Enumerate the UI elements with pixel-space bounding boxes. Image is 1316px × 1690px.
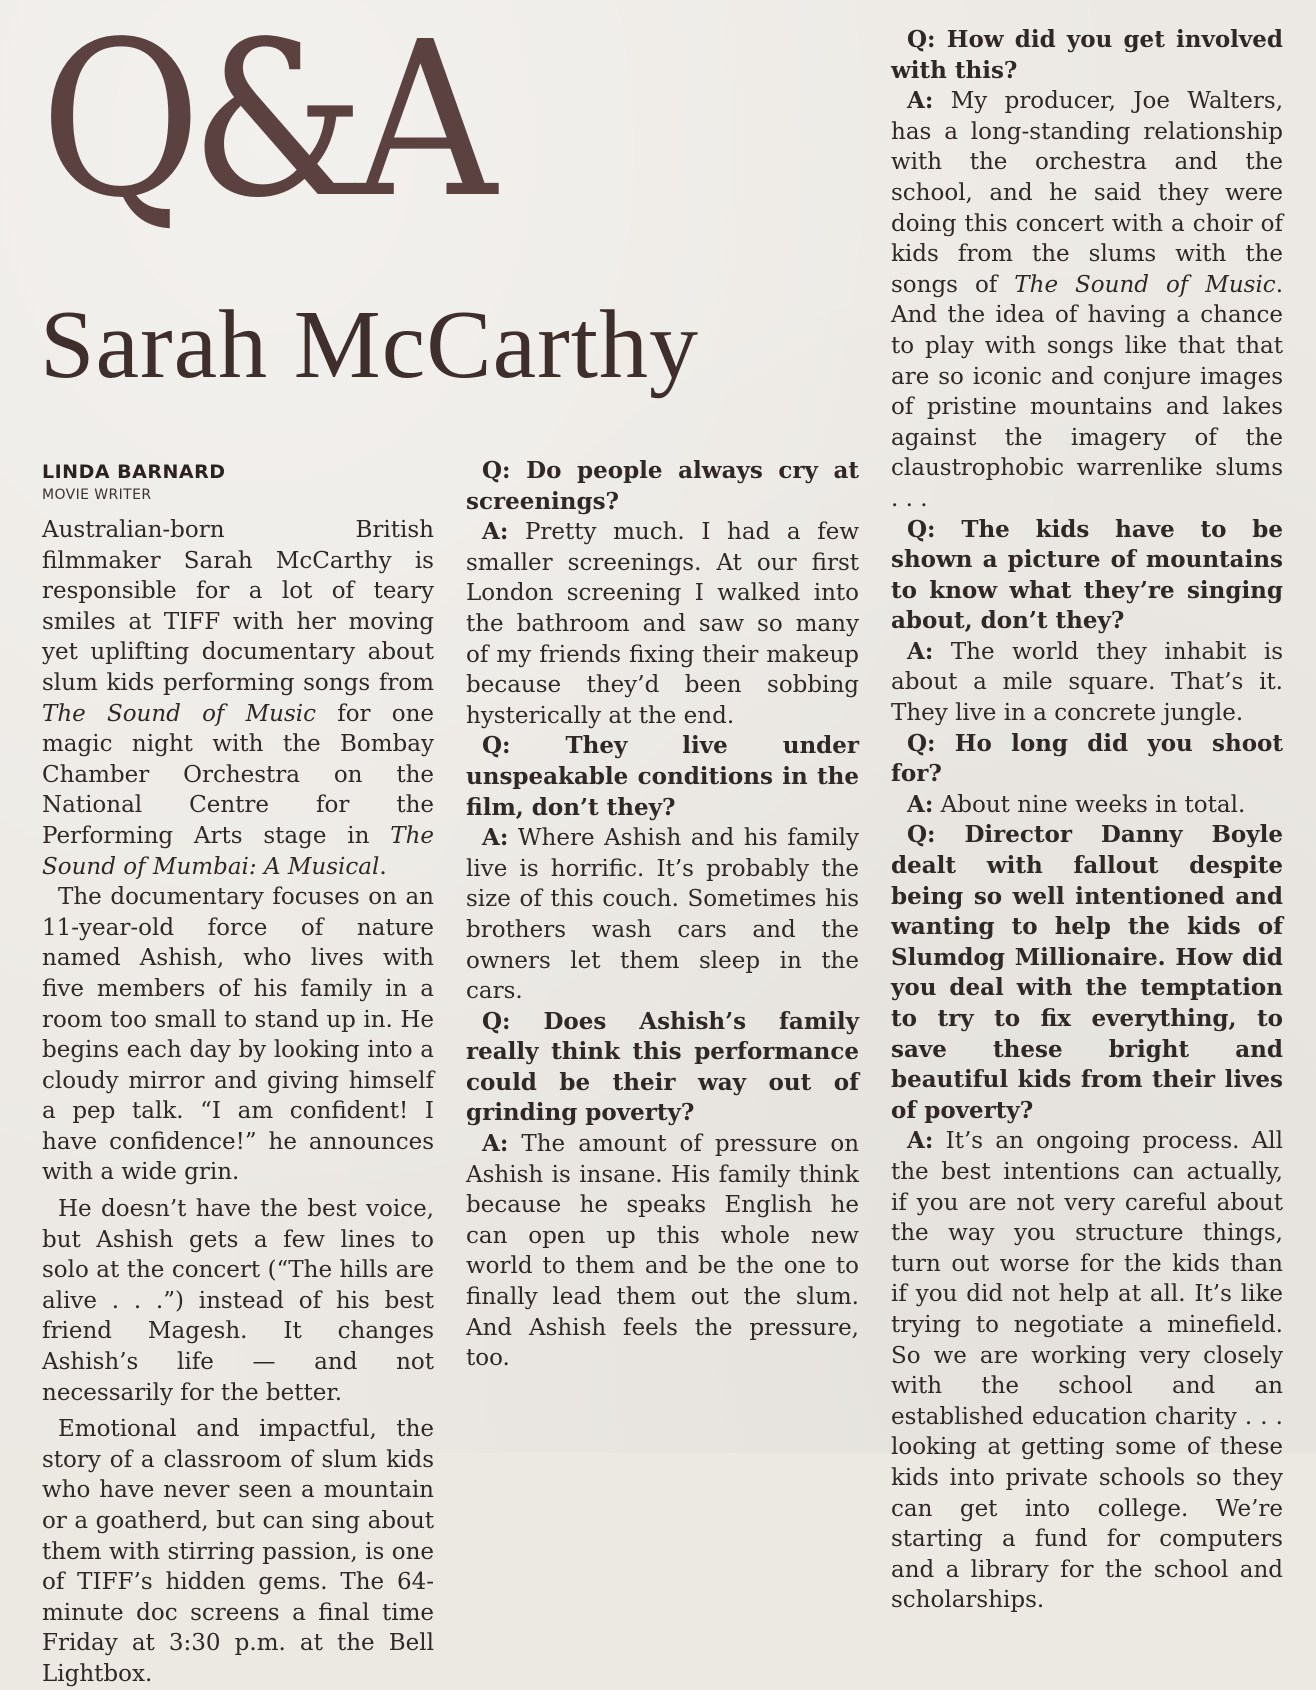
intro-paragraph-3: He doesn’t have the best voice, but Ashish gets a few lines to solo at the concert (“The hills are alive . . .”) instead of his best friend Magesh. It changes Ashish’s life — and not necessarily for the better.: [42, 1196, 434, 1406]
answer: A: The world they inhabit is about a mile square. That’s it. They live in a concrete jungle.: [891, 637, 1284, 727]
answer: A: The amount of pressure on Ashish is insane. His family think because he speaks English he can open up this whole new world to them and be the one to finally lead them out the slum. And Ashish feels the pressure, too.: [466, 1130, 860, 1372]
qa-block-3: [466, 1007, 859, 1374]
answer: A: Pretty much. I had a few smaller screenings. At our first London screening I walked into the bathroom and saw so many of my friends fixing their makeup because they’d been sobbing hysterically at the end.: [466, 518, 859, 729]
headline-qa: Q&A: [40, 0, 486, 245]
question: Q: The kids have to be shown a picture of mountains to know what they’re singing about, don’t they?: [891, 515, 1283, 635]
answer: A: About nine weeks in total.: [907, 790, 1246, 818]
qa-block-6: [891, 729, 1283, 821]
question: Q: They live under unspeakable conditions in the film, don’t they?: [466, 732, 859, 821]
question: Q: Director Danny Boyle dealt with fallout despite being so well intentioned and wanting to help the kids of Slumdog Millionaire. How did you deal with the temptation to try to fix everything, to save these bright and beautiful kids from their lives of poverty?: [891, 821, 1283, 1124]
column-3: [891, 25, 1283, 1616]
qa-block-2: [466, 731, 859, 1006]
column-1: [42, 515, 434, 1690]
answer: A: Where Ashish and his family live is horrific. It’s probably the size of this couch. Sometimes his brothers wash cars and the owners let them sleep in the cars.: [466, 824, 860, 1005]
qa-block-7: [891, 820, 1283, 1615]
intro-paragraph-4: Emotional and impactful, the story of a classroom of slum kids who have never seen a mountain or a goatherd, but can sing about them with stirring passion, is one of TIFF’s hidden gems. The 64-minute doc screens a final time Friday at 3:30 p.m. at the Bell Lightbox.: [42, 1416, 434, 1687]
question: Q: Does Ashish’s family really think this performance could be their way out of grinding poverty?: [466, 1007, 859, 1127]
question: Q: Ho long did you shoot for?: [891, 729, 1283, 788]
answer: A: It’s an ongoing process. All the best intentions can actually, if you are not very careful about the way you structure things, turn out worse for the kids than if you did not help at all. It’s like trying to negotiate a minefield. So we are working very closely with the school and an established education charity . . . looking at getting some of these kids into private schools so they can get into college. We’re starting a fund for computers and a library for the school and scholarships.: [891, 1127, 1284, 1614]
question: Q: Do people always cry at screenings?: [466, 457, 859, 515]
byline-author: LINDA BARNARD: [42, 461, 226, 483]
qa-block-5: [891, 515, 1283, 729]
intro-paragraph-2: The documentary focuses on an 11-year-old force of nature named Ashish, who lives with five members of his family in a room too small to stand up in. He begins each day by looking into a cloudy mirror and giving himself a pep talk. “I am confident! I have confidence!” he announces with a wide grin.: [42, 884, 434, 1186]
question: Q: How did you get involved with this?: [891, 26, 1283, 84]
byline-role: MOVIE WRITER: [42, 487, 152, 503]
qa-block-4: [891, 25, 1283, 515]
column-2: [466, 456, 859, 1374]
headline-name: Sarah McCarthy: [40, 291, 699, 399]
intro-paragraph-1: Australian-born British filmmaker Sarah McCarthy is responsible for a lot of teary smiles at TIFF with her moving yet uplifting documentary about slum kids performing songs from The Sound of Music for one magic night with the Bombay Chamber Orchestra on the National Centre for the Performing Arts stage in The Sound of Mumbai: A Musical.: [42, 517, 434, 880]
qa-block-1: [466, 456, 859, 731]
answer: A: My producer, Joe Walters, has a long-standing relationship with the orchestra and the school, and he said they were doing this concert with a choir of kids from the slums with the songs of The Sound of Music. And the idea of having a chance to play with songs like that that are so iconic and conjure images of pristine mountains and lakes against the imagery of the claustrophobic warrenlike slums . . .: [891, 87, 1284, 512]
